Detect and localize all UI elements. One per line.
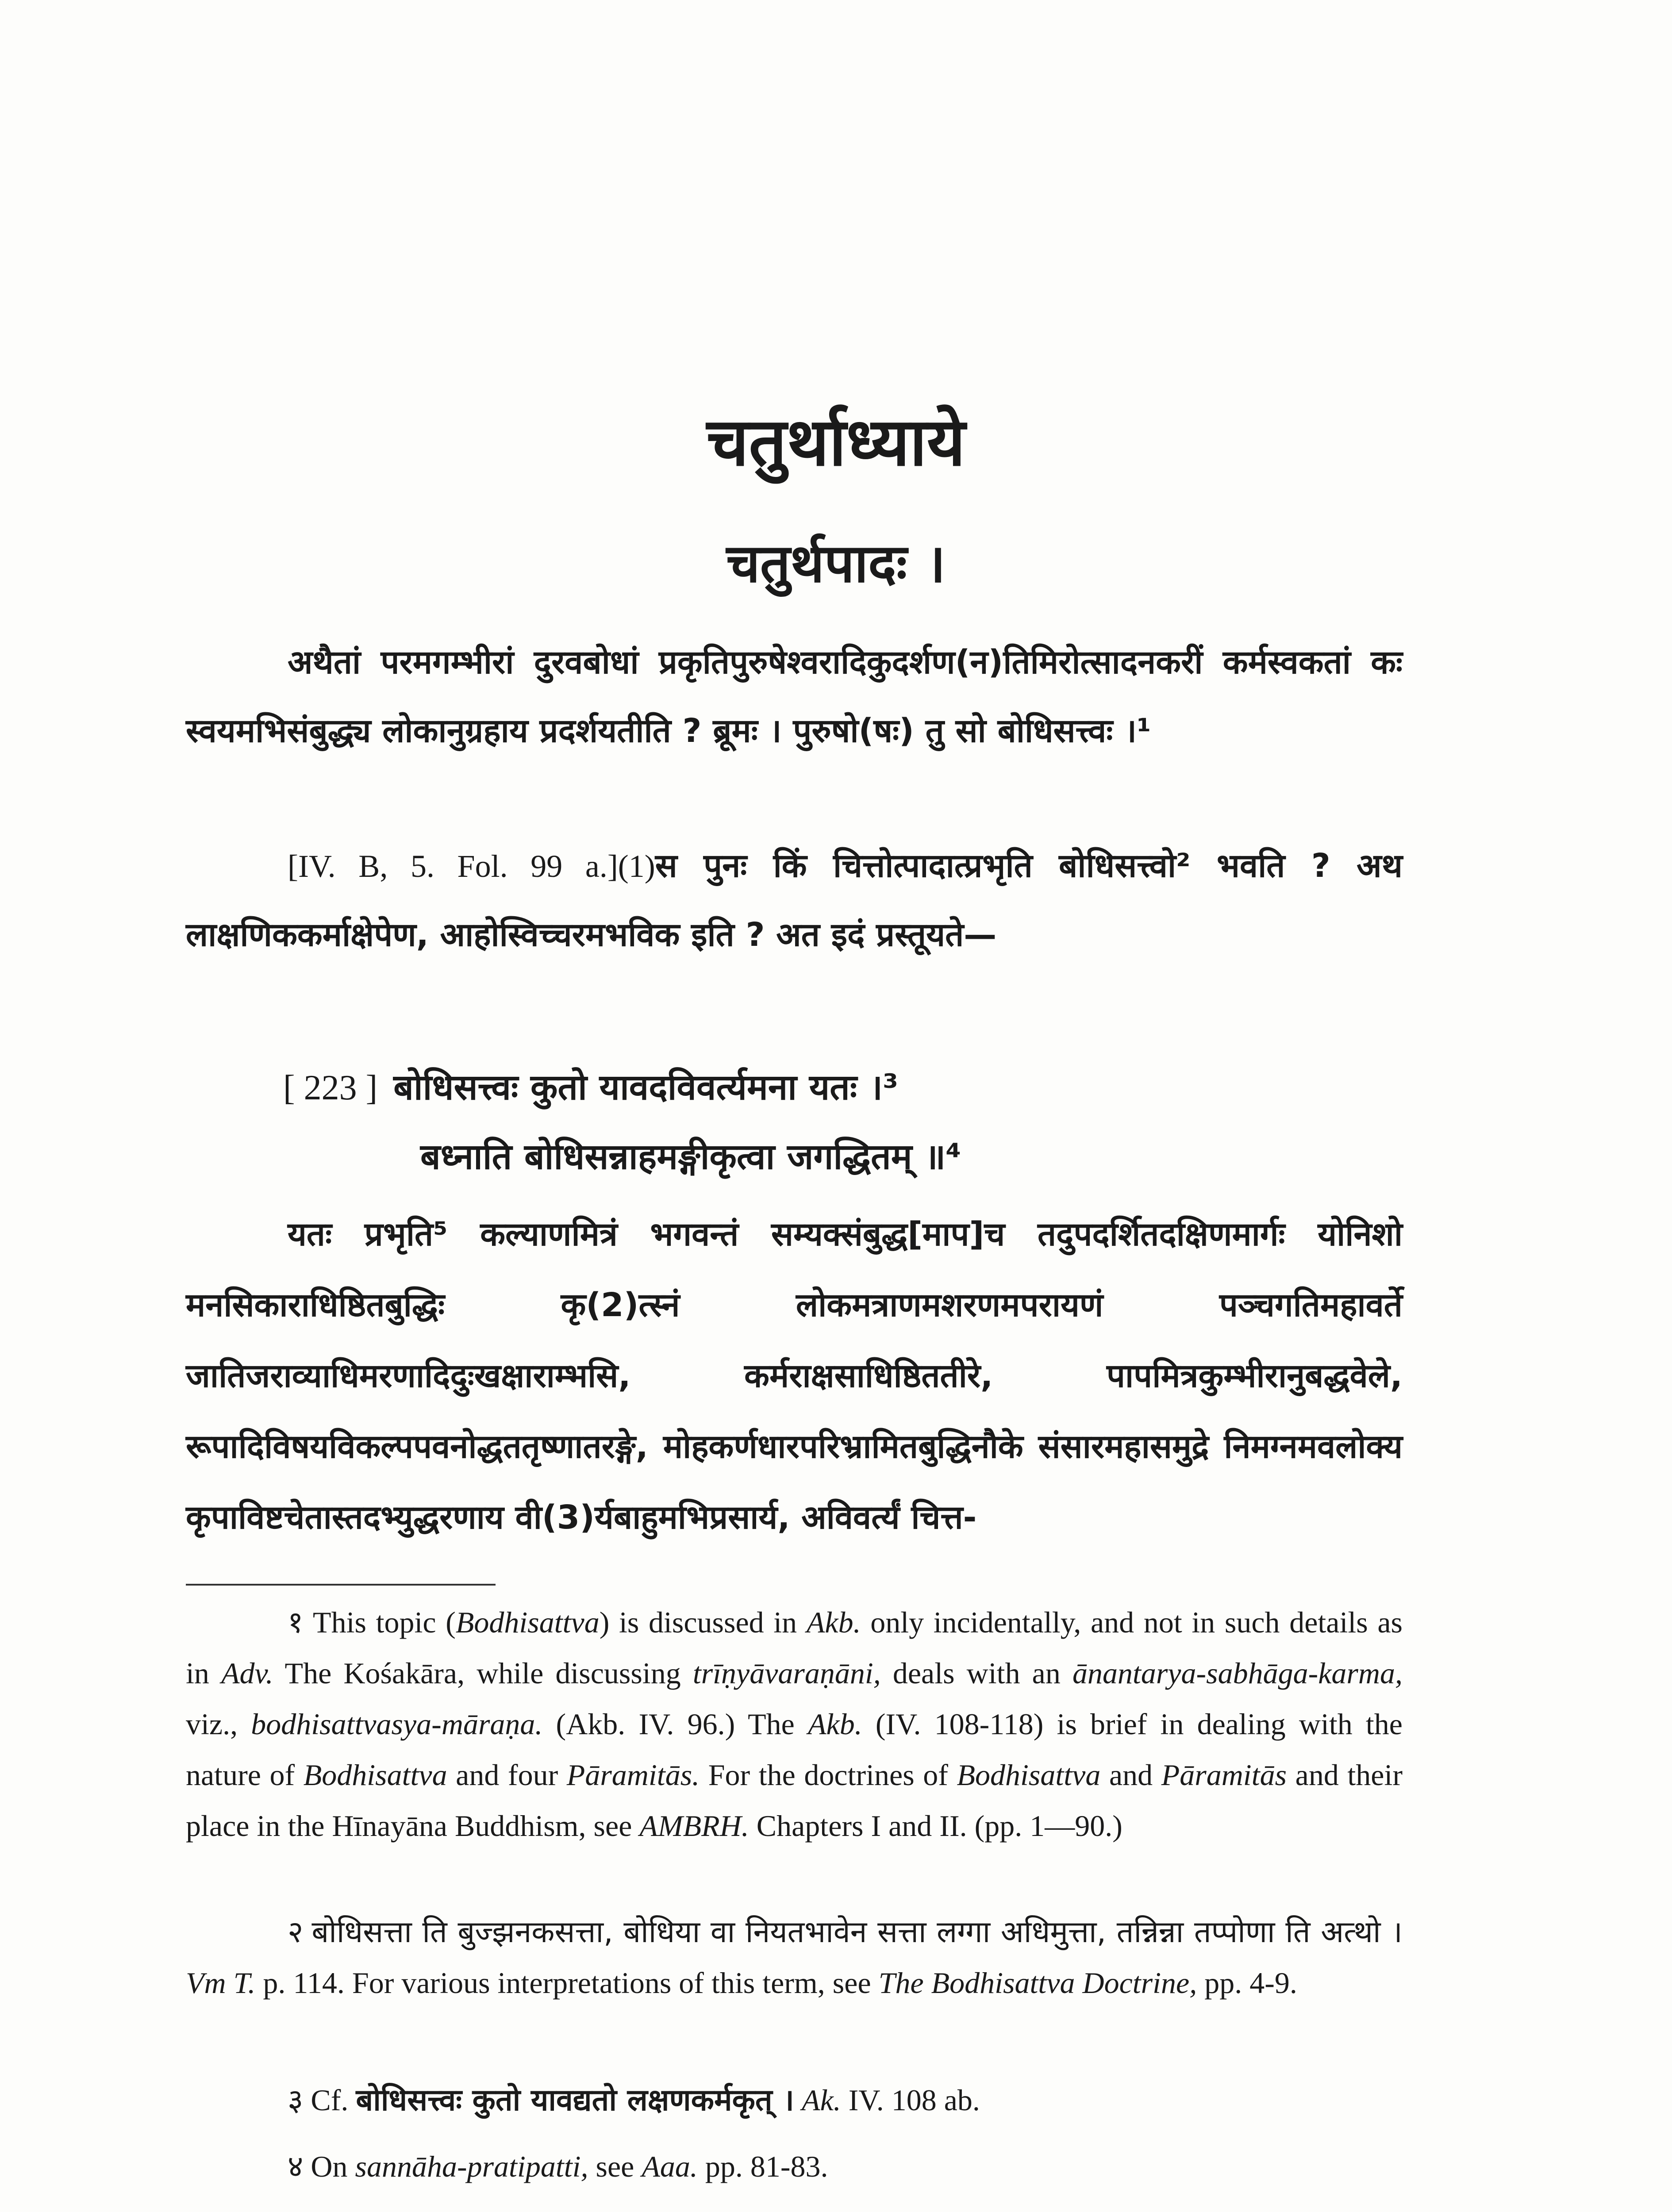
fn1-italic: Akb. (806, 1605, 861, 1639)
fn1-text: only incidentally, and not in such details as in (186, 1605, 1403, 1690)
verse-number: [ 223 ] (283, 1068, 378, 1107)
fn1-italic: Bodhisattva (455, 1605, 600, 1639)
fn1-italic: Pāramitās. (566, 1758, 700, 1792)
fn1-text: and four (447, 1758, 567, 1792)
fn1-text: and their place in the Hīnayāna Buddhism, see (186, 1758, 1403, 1843)
verse-223 (283, 1053, 1301, 1191)
fn1-text: (Akb. IV. 96.) The (542, 1707, 808, 1741)
fn3-location: IV. 108 ab. (841, 2083, 980, 2117)
verse-line-1: बोधिसत्त्वः कुतो यावदविवर्त्यमना यतः ।³ (393, 1067, 899, 1108)
fn4-pages: pp. 81-83. (697, 2150, 828, 2183)
fn2-book-title: The Bodhisattva Doctrine, (878, 1966, 1197, 2000)
fn4-text: see (588, 2150, 642, 2183)
paragraph-intro: अथैतां परमगम्भीरां दुरवबोधां प्रकृतिपुरुषेश्वरादिकुदर्शण(न)तिमिरोत्सादनकरीं कर्मस्वकतां कः स्वयमभिसंबुद्ध्य लोकानुग्रहाय प्रदर्शयतीति ? ब्रूमः । पुरुषो(षः) तु सो बोधिसत्त्वः ।¹ (186, 643, 1403, 750)
footnote-marker: ४ (288, 2149, 304, 2184)
fn2-pages: pp. 4-9. (1197, 1966, 1297, 2000)
fn1-text: For the doctrines of (700, 1758, 957, 1792)
fn2-text: p. 114. For various interpretations of this term, see (255, 1966, 879, 2000)
footnote-marker: २ (288, 1915, 304, 1950)
paragraph-commentary: यतः प्रभृति⁵ कल्याणमित्रं भगवन्तं सम्यक्संबुद्ध[माप]च तदुपदर्शितदक्षिणमार्गः योनिशो मनसिकाराधिष्ठितबुद्धिः कृ(2)त्स्नं लोकमत्राणमशरणमपरायणं पञ्चगतिमहावर्ते जातिजराव्याधिमरणादिदुःखक्षाराम्भसि, कर्मराक्षसाधिष्ठिततीरे, पापमित्रकुम्भीरानुबद्धवेले, रूपादिविषयविकल्पपवनोद्धततृष्णातरङ्गे, मोहकर्णधारपरिभ्रामितबुद्धिनौके संसारमहासमुद्रे निमग्नमवलोक्य कृपाविष्टचेतास्तदभ्युद्धरणाय वी(3)र्यबाहुमभिप्रसार्य, अविवर्त्यं चित्त- (186, 1215, 1403, 1536)
fn1-italic: Akb. (808, 1707, 862, 1741)
fn1-text: (IV. 108-118) is brief in dealing with the nature of (186, 1707, 1403, 1792)
fn2-pali-quote: बोधिसत्ता ति बुज्झनकसत्ता, बोधिया वा नियतभावेन सत्ता लग्गा अधिमुत्ता, तन्निन्ना तप्पोणा ति अत्थो । (311, 1915, 1403, 1950)
section-title: चतुर्थपादः । (726, 533, 946, 595)
fn1-italic: trīṇyāvaraṇāni, (692, 1656, 881, 1690)
footnote-2 (186, 1907, 1403, 2008)
paragraph-question-text: स पुनः किं चित्तोत्पादात्प्रभृति बोधिसत्त्वो² भवति ? अथ लाक्षणिककर्माक्षेपेण, आहोस्विच्चरमभविक इति ? अत इदं प्रस्तूयते— (186, 847, 1403, 954)
fn2-reference: Vm T. (186, 1966, 256, 2000)
fn1-text: The Kośakāra, while discussing (273, 1656, 693, 1690)
fn1-italic: Pāramitās (1161, 1758, 1287, 1792)
fn3-reference: Ak. (802, 2083, 841, 2117)
footnote-4 (186, 2141, 1403, 2192)
footnote-5 (186, 2208, 1403, 2212)
fn1-text: deals with an (880, 1656, 1072, 1690)
folio-reference: [IV. B, 5. Fol. 99 a.](1) (288, 849, 655, 884)
footnote-marker: १ (288, 1605, 304, 1640)
chapter-title: चतुर्थाध्याये (707, 404, 965, 481)
paragraph-question (186, 832, 1403, 969)
footnote-marker: ३ (288, 2083, 304, 2118)
fn1-text: Chapters I and II. (pp. 1—90.) (749, 1809, 1122, 1843)
footnote-1 (186, 1597, 1403, 1851)
fn3-cf: Cf. (311, 2083, 349, 2117)
fn4-reference: Aaa. (642, 2150, 698, 2183)
fn1-italic: bodhisattvasya-māraṇa. (251, 1707, 543, 1741)
footnote-divider (186, 1584, 496, 1586)
fn1-italic: Bodhisattva (957, 1758, 1101, 1792)
fn1-text: viz., (186, 1707, 251, 1741)
fn4-term: sannāha-pratipatti, (355, 2150, 588, 2183)
fn4-text: On (311, 2150, 355, 2183)
fn1-italic: ānantarya-sabhāga-karma, (1072, 1656, 1403, 1690)
fn1-italic: AMBRH. (639, 1809, 749, 1843)
fn1-italic: Adv. (221, 1656, 273, 1690)
fn1-text: This topic ( (313, 1605, 456, 1639)
footnote-3 (186, 2075, 1403, 2126)
fn1-text: ) is discussed in (599, 1605, 807, 1639)
verse-line-2: बध्नाति बोधिसन्नाहमङ्गीकृत्वा जगद्धितम् ॥⁴ (420, 1136, 961, 1177)
fn1-text: and (1100, 1758, 1161, 1792)
fn1-italic: Bodhisattva (303, 1758, 447, 1792)
fn3-sanskrit: बोधिसत्त्वः कुतो यावद्यतो लक्षणकर्मकृत् । (356, 2083, 795, 2118)
